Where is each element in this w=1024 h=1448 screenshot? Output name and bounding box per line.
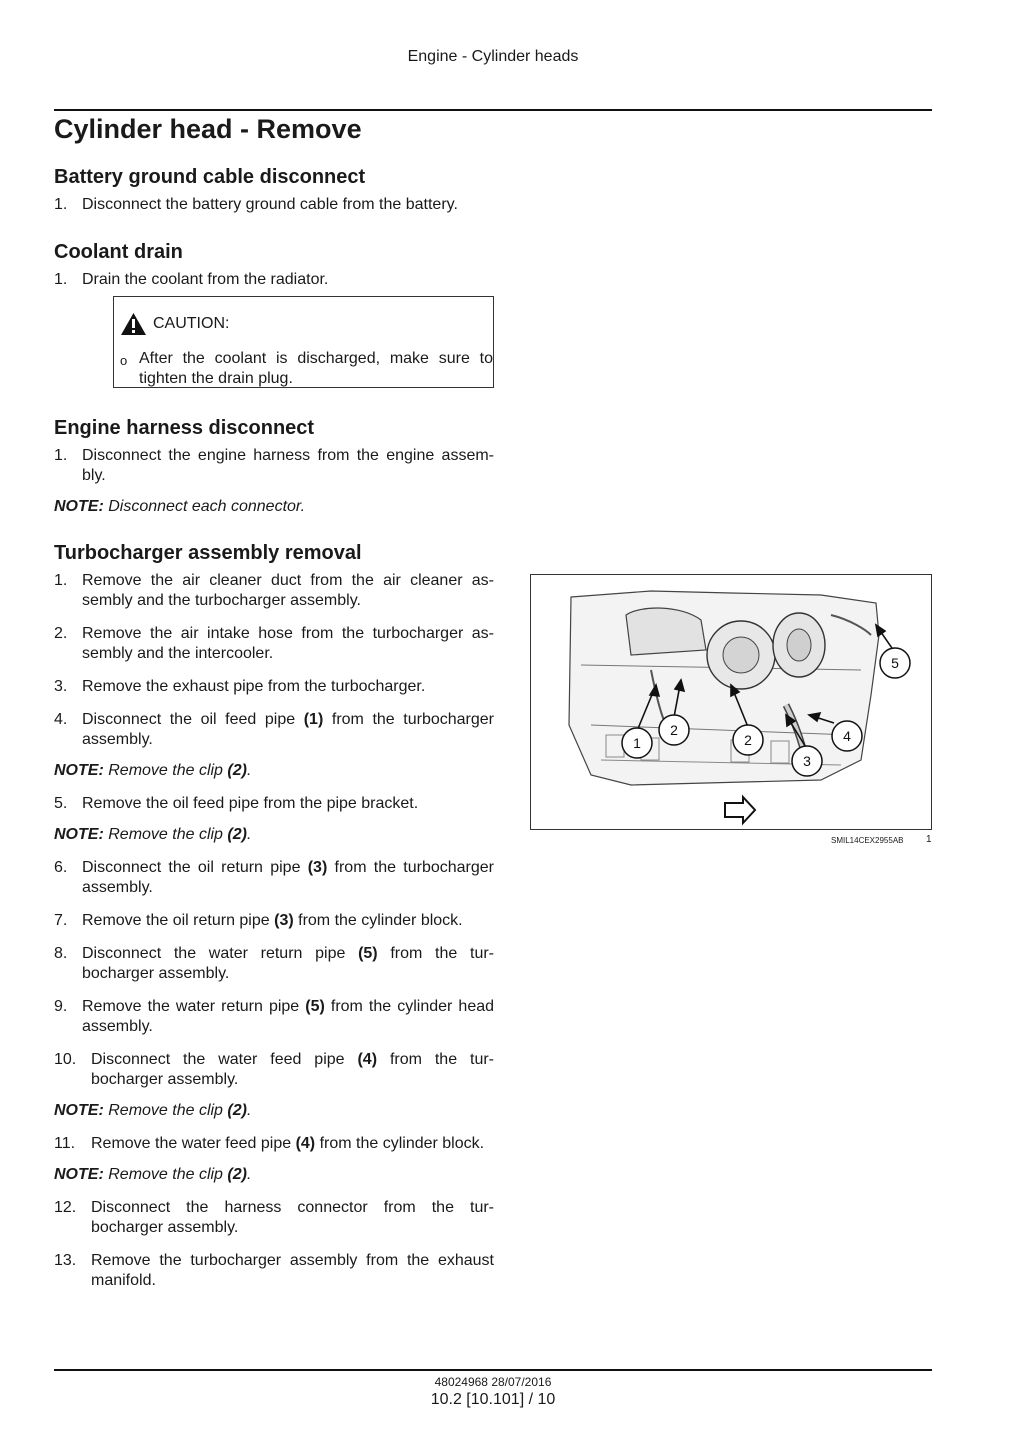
note: NOTE: Remove the clip (2).	[54, 762, 252, 779]
engine-figure	[530, 574, 932, 830]
caution-box	[113, 296, 494, 388]
footer-rule	[54, 1369, 932, 1371]
list-item: 4. Disconnect the oil feed pipe (1) from the turbocharger assembly.	[54, 711, 494, 748]
list-item: 10. Disconnect the water feed pipe (4) from the tur-bocharger assembly.	[54, 1051, 495, 1088]
running-header: Engine - Cylinder heads	[407, 48, 579, 65]
page-title: Cylinder head - Remove	[54, 114, 362, 144]
callout-label: 3	[803, 753, 811, 769]
list-item: 3. Remove the exhaust pipe from the turbocharger.	[54, 678, 426, 695]
list-item: 13. Remove the turbocharger assembly from the exhaust manifold.	[54, 1252, 494, 1289]
list-item: 1. Drain the coolant from the radiator.	[54, 271, 329, 288]
section-heading: Engine harness disconnect	[54, 417, 315, 439]
list-item: 11. Remove the water feed pipe (4) from the cylinder block.	[54, 1135, 485, 1152]
callout-label: 1	[633, 735, 641, 751]
caution-body	[120, 349, 493, 389]
header-rule	[54, 109, 932, 111]
list-item: 9. Remove the water return pipe (5) from the cylinder head assembly.	[54, 998, 495, 1035]
bullet: o	[120, 353, 128, 368]
section-heading: Turbocharger assembly removal	[54, 542, 362, 564]
list-item: 1. Disconnect the engine harness from the engine assem-bly.	[54, 447, 494, 484]
engine-illustration	[531, 575, 930, 828]
figure-number: 1	[926, 834, 932, 845]
caution-text: After the coolant is discharged, make sure to tighten the drain plug.	[139, 350, 493, 387]
section-coolant	[54, 240, 494, 290]
list-item: 1. Disconnect the battery ground cable from the battery.	[54, 196, 458, 213]
list-item: 8. Disconnect the water return pipe (5) from the tur-bocharger assembly.	[54, 945, 494, 982]
note: NOTE: Disconnect each connector.	[54, 498, 306, 515]
callout-label: 2	[744, 732, 752, 748]
figure-code: SMIL14CEX2955AB	[831, 836, 904, 845]
callout-label: 4	[843, 728, 851, 744]
section-heading: Battery ground cable disconnect	[54, 166, 366, 188]
footer-doc: 48024968 28/07/2016	[434, 1375, 552, 1389]
callout-label: 5	[891, 655, 899, 671]
list-item: 6. Disconnect the oil return pipe (3) from the turbocharger assembly.	[54, 859, 495, 896]
list-item: 7. Remove the oil return pipe (3) from the cylinder block.	[54, 912, 463, 929]
warning-icon	[120, 312, 147, 336]
footer-page: 10.2 [10.101] / 10	[430, 1391, 556, 1408]
caution-title: CAUTION:	[120, 312, 229, 336]
section-battery	[54, 165, 494, 215]
note: NOTE: Remove the clip (2).	[54, 1166, 252, 1183]
section-harness	[54, 416, 494, 517]
note: NOTE: Remove the clip (2).	[54, 826, 252, 843]
note: NOTE: Remove the clip (2).	[54, 1102, 252, 1119]
list-item: 1. Remove the air cleaner duct from the air cleaner as-sembly and the turbocharger assembly.	[54, 572, 494, 609]
section-turbo	[54, 541, 494, 1291]
list-item: 2. Remove the air intake hose from the turbocharger as-sembly and the intercooler.	[54, 625, 494, 662]
front-direction-icon	[725, 797, 755, 823]
list-item: 12. Disconnect the harness connector from the tur-bocharger assembly.	[54, 1199, 494, 1236]
section-heading: Coolant drain	[54, 241, 183, 263]
callout-label: 2	[670, 722, 678, 738]
list-item: 5. Remove the oil feed pipe from the pipe bracket.	[54, 795, 419, 812]
